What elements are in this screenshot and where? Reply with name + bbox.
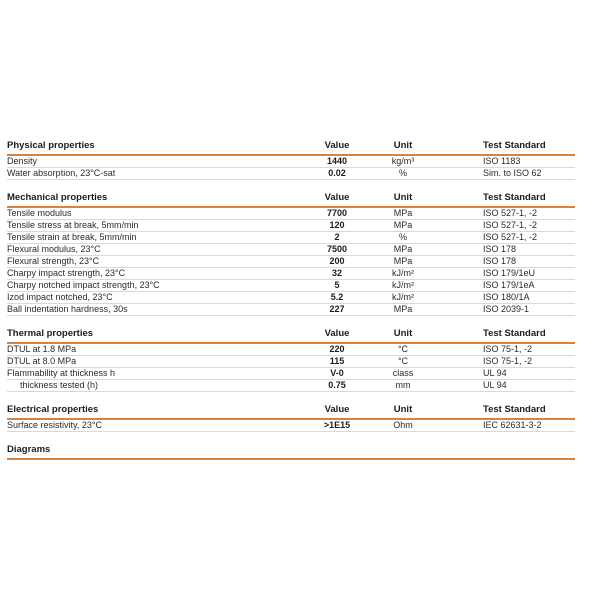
datasheet-page [7,140,575,472]
property-name: Izod impact notched, 23°C [7,292,300,304]
property-value: V-0 [300,368,374,380]
property-unit: mm [374,380,432,392]
property-name: Density [7,155,300,168]
property-name: thickness tested (h) [7,380,300,392]
property-row [7,292,575,304]
property-test-standard: UL 94 [432,380,575,392]
property-unit: kg/m³ [374,155,432,168]
property-test-standard: ISO 2039-1 [432,304,575,316]
property-section [7,328,575,392]
property-name: Charpy impact strength, 23°C [7,268,300,280]
property-unit: MPa [374,207,432,220]
property-value: 7700 [300,207,374,220]
property-test-standard: ISO 75-1, -2 [432,343,575,356]
section-title: Thermal properties [7,328,300,343]
property-unit: Ohm [374,419,432,432]
property-name: Surface resistivity, 23°C [7,419,300,432]
column-header-test-standard: Test Standard [432,404,575,419]
property-table [7,140,575,180]
property-unit: MPa [374,244,432,256]
section-title: Mechanical properties [7,192,300,207]
property-value: 115 [300,356,374,368]
section-header-row [7,140,575,155]
property-row [7,168,575,180]
property-row [7,155,575,168]
column-header-unit: Unit [374,404,432,419]
property-name: DTUL at 1.8 MPa [7,343,300,356]
property-value: 0.02 [300,168,374,180]
property-test-standard: IEC 62631-3-2 [432,419,575,432]
property-name: Tensile strain at break, 5mm/min [7,232,300,244]
property-sections [7,140,575,460]
property-value: 2 [300,232,374,244]
property-value: 5.2 [300,292,374,304]
column-header-value [300,444,374,459]
property-row [7,419,575,432]
property-value: 120 [300,220,374,232]
property-value: >1E15 [300,419,374,432]
property-table [7,328,575,392]
column-header-unit: Unit [374,192,432,207]
column-header-test-standard [432,444,575,459]
property-test-standard: ISO 527-1, -2 [432,232,575,244]
property-row [7,343,575,356]
section-header-row [7,328,575,343]
property-name: Flexural modulus, 23°C [7,244,300,256]
property-name: Flexural strength, 23°C [7,256,300,268]
property-table [7,444,575,460]
property-test-standard: Sim. to ISO 62 [432,168,575,180]
property-section [7,140,575,180]
property-row [7,368,575,380]
property-value: 220 [300,343,374,356]
property-table [7,404,575,432]
property-name: DTUL at 8.0 MPa [7,356,300,368]
property-row [7,207,575,220]
property-unit: class [374,368,432,380]
property-unit: MPa [374,256,432,268]
section-header-row [7,444,575,459]
property-section [7,192,575,316]
column-header-value: Value [300,140,374,155]
property-row [7,256,575,268]
property-unit: kJ/m² [374,280,432,292]
property-test-standard: ISO 179/1eU [432,268,575,280]
property-value: 1440 [300,155,374,168]
property-unit: MPa [374,304,432,316]
property-name: Tensile modulus [7,207,300,220]
property-value: 0.75 [300,380,374,392]
property-unit: % [374,168,432,180]
property-test-standard: ISO 75-1, -2 [432,356,575,368]
section-header-row [7,192,575,207]
property-row [7,304,575,316]
property-value: 7500 [300,244,374,256]
property-value: 227 [300,304,374,316]
property-test-standard: ISO 178 [432,244,575,256]
property-unit: kJ/m² [374,292,432,304]
property-unit: °C [374,343,432,356]
property-row [7,244,575,256]
column-header-test-standard: Test Standard [432,328,575,343]
property-test-standard: ISO 178 [432,256,575,268]
property-row [7,232,575,244]
property-test-standard: ISO 527-1, -2 [432,220,575,232]
property-value: 5 [300,280,374,292]
property-table [7,192,575,316]
property-test-standard: ISO 1183 [432,155,575,168]
property-unit: MPa [374,220,432,232]
property-name: Tensile stress at break, 5mm/min [7,220,300,232]
section-title: Physical properties [7,140,300,155]
property-row [7,220,575,232]
property-unit: °C [374,356,432,368]
property-test-standard: ISO 179/1eA [432,280,575,292]
column-header-unit: Unit [374,328,432,343]
property-name: Flammability at thickness h [7,368,300,380]
column-header-test-standard: Test Standard [432,140,575,155]
column-header-unit: Unit [374,140,432,155]
property-name: Water absorption, 23°C-sat [7,168,300,180]
property-section [7,404,575,432]
property-test-standard: ISO 180/1A [432,292,575,304]
property-row [7,356,575,368]
property-unit: kJ/m² [374,268,432,280]
column-header-value: Value [300,192,374,207]
property-section [7,444,575,460]
property-row [7,280,575,292]
column-header-value: Value [300,404,374,419]
column-header-value: Value [300,328,374,343]
column-header-unit [374,444,432,459]
property-name: Charpy notched impact strength, 23°C [7,280,300,292]
section-title: Electrical properties [7,404,300,419]
property-value: 200 [300,256,374,268]
column-header-test-standard: Test Standard [432,192,575,207]
property-value: 32 [300,268,374,280]
property-unit: % [374,232,432,244]
property-row [7,268,575,280]
property-test-standard: UL 94 [432,368,575,380]
section-title: Diagrams [7,444,300,459]
property-test-standard: ISO 527-1, -2 [432,207,575,220]
section-header-row [7,404,575,419]
property-name: Ball indentation hardness, 30s [7,304,300,316]
property-row [7,380,575,392]
